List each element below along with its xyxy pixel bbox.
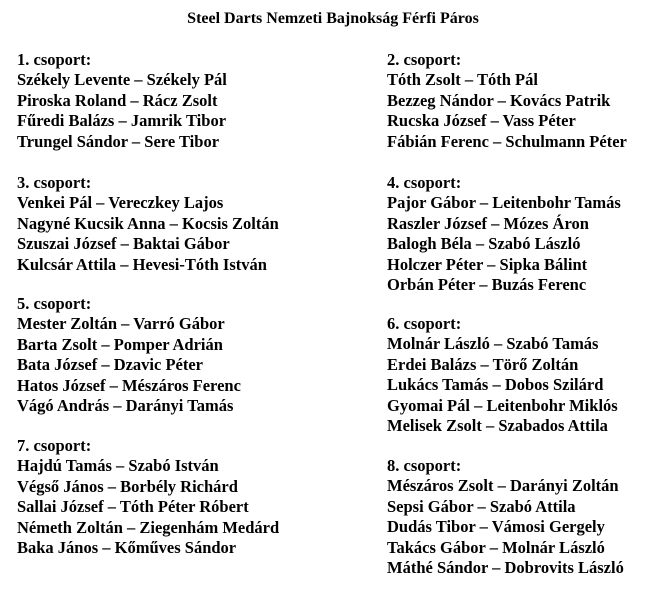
group-block-7 — [17, 436, 337, 558]
pair-entry: Piroska Roland – Rácz Zsolt — [17, 90, 218, 110]
pair-entry: Orbán Péter – Buzás Ferenc — [387, 275, 587, 295]
pair-entry: Holczer Péter – Sipka Bálint — [387, 254, 588, 274]
pair-entry: Pajor Gábor – Leitenbohr Tamás — [387, 193, 621, 213]
group-heading: 3. csoport: — [17, 173, 92, 192]
pair-entry: Balogh Béla – Szabó László — [387, 234, 581, 254]
pair-entry: Gyomai Pál – Leitenbohr Miklós — [387, 395, 618, 415]
pair-entry: Szuszai József – Baktai Gábor — [17, 234, 230, 254]
group-block-5 — [17, 294, 337, 416]
pair-entry: Kulcsár Attila – Hevesi-Tóth István — [17, 254, 267, 274]
pair-entry: Fűredi Balázs – Jamrik Tibor — [17, 111, 227, 131]
pair-entry: Baka János – Kőműves Sándor — [17, 538, 237, 558]
page-title: Steel Darts Nemzeti Bajnokság Férfi Páros — [187, 10, 479, 27]
group-heading: 2. csoport: — [387, 50, 462, 69]
pair-entry: Németh Zoltán – Ziegenhám Medárd — [17, 517, 280, 537]
pair-entry: Fábián Ferenc – Schulmann Péter — [387, 131, 627, 151]
group-block-1 — [17, 50, 337, 152]
group-block-3 — [17, 173, 337, 275]
pair-entry: Tóth Zsolt – Tóth Pál — [387, 70, 538, 90]
pair-entry: Hatos József – Mészáros Ferenc — [17, 375, 241, 395]
group-heading: 1. csoport: — [17, 50, 92, 69]
group-heading: 4. csoport: — [387, 173, 462, 192]
pair-entry: Máthé Sándor – Dobrovits László — [387, 558, 624, 578]
group-block-6 — [387, 314, 666, 436]
pair-entry: Bata József – Dzavic Péter — [17, 355, 204, 375]
group-heading: 5. csoport: — [17, 294, 92, 313]
pair-entry: Molnár László – Szabó Tamás — [387, 334, 599, 354]
pair-entry: Barta Zsolt – Pomper Adrián — [17, 334, 223, 354]
group-block-4 — [387, 173, 666, 295]
group-heading: 8. csoport: — [387, 456, 462, 475]
pair-entry: Erdei Balázs – Törő Zoltán — [387, 354, 579, 374]
pair-entry: Székely Levente – Székely Pál — [17, 70, 227, 90]
group-block-8 — [387, 456, 666, 578]
pair-entry: Sepsi Gábor – Szabó Attila — [387, 496, 576, 516]
pair-entry: Melisek Zsolt – Szabados Attila — [387, 416, 608, 436]
pair-entry: Vágó András – Darányi Tamás — [17, 396, 234, 416]
pair-entry: Raszler József – Mózes Áron — [387, 213, 589, 233]
group-block-2 — [387, 50, 666, 152]
pair-entry: Lukács Tamás – Dobos Szilárd — [387, 375, 604, 395]
pair-entry: Mészáros Zsolt – Darányi Zoltán — [387, 476, 619, 496]
pair-entry: Végső János – Borbély Richárd — [17, 476, 238, 496]
pair-entry: Mester Zoltán – Varró Gábor — [17, 314, 225, 334]
pair-entry: Takács Gábor – Molnár László — [387, 537, 605, 557]
pair-entry: Venkei Pál – Vereczkey Lajos — [17, 193, 224, 213]
pair-entry: Bezzeg Nándor – Kovács Patrik — [387, 90, 611, 110]
group-heading: 7. csoport: — [17, 436, 92, 455]
pair-entry: Dudás Tibor – Vámosi Gergely — [387, 517, 605, 537]
group-heading: 6. csoport: — [387, 314, 462, 333]
pair-entry: Hajdú Tamás – Szabó István — [17, 456, 219, 476]
pair-entry: Rucska József – Vass Péter — [387, 111, 576, 131]
pair-entry: Trungel Sándor – Sere Tibor — [17, 131, 220, 151]
pair-entry: Nagyné Kucsik Anna – Kocsis Zoltán — [17, 213, 279, 233]
pair-entry: Sallai József – Tóth Péter Róbert — [17, 497, 249, 517]
